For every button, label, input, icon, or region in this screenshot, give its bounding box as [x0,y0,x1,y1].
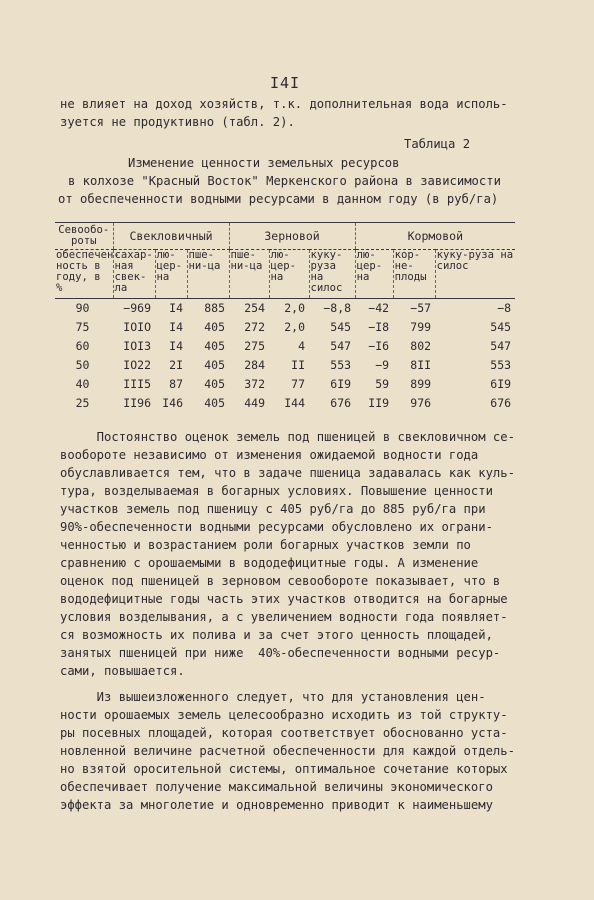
table-cell: II9 [368,396,390,410]
table-cell: III5 [123,377,151,391]
table-cell: IOI3 [123,339,151,353]
table-cell: 405 [204,320,226,334]
table-cell: 75 [75,320,90,334]
table-cell: I4 [169,320,183,334]
table-cell: 449 [244,396,266,410]
table-title-line-2: в колхозе "Красный Восток" Меркенского района в зависимости [68,174,501,188]
text-line: ченностью и возрастанием роли богарных участков земли по [60,538,471,552]
table-cell: 6I9 [330,377,352,391]
page-number: I4I [270,74,301,92]
table-cell: −8 [497,301,512,315]
table-row [55,318,515,337]
text-line: Постоянство оценок земель под пшеницей в свекловичном се- [60,430,515,444]
text-line: обуславливается тем, что в задаче пшеница задавалась как куль- [60,466,515,480]
table-cell: 60 [75,339,90,353]
subheader-wheat: пше-ни-ца [187,250,229,299]
text-line: но взятой оросительной системы, оптимальное сочетание которых [60,762,508,776]
table-cell: II [291,358,306,372]
table-cell: 885 [204,301,226,315]
text-line: вообороте независимо от изменения ожидаемой водности года [60,448,479,462]
table-cell: −9 [375,358,390,372]
subheader-alfalfa: лю-цер-на [155,250,187,299]
table-cell: −969 [123,301,151,315]
subheader-alfalfa: лю-цер-на [269,250,309,299]
text-line: сами, повышается. [60,664,185,678]
table-cell: 40 [75,377,90,391]
table-label: Таблица 2 [404,137,471,151]
table-cell: I4 [169,301,183,315]
header-beet-rotation: Свекловичный [113,223,229,250]
table-cell: 799 [410,320,432,334]
table-cell: −57 [410,301,432,315]
data-table [55,222,515,413]
table-cell: 553 [330,358,352,372]
table-cell: 547 [490,339,512,353]
table-cell: IOIO [123,320,151,334]
table-title-line-3: от обеспеченности водными ресурсами в данном году (в руб/га) [58,192,499,206]
table-cell: 547 [330,339,352,353]
table-cell: 676 [330,396,352,410]
text-line: 90%-обеспеченности водными ресурсами обусловлено их ограни- [60,520,493,534]
paragraph-1 [60,428,520,680]
table-cell: IO22 [123,358,151,372]
intro-line-2: зуется не продуктивно (табл. 2). [60,115,295,129]
intro-line-1: не влияет на доход хозяйств, т.к. дополнительная вода исполь- [60,97,508,111]
table-title-line-1: Изменение ценности земельных ресурсов [128,156,400,170]
table-cell: 50 [75,358,90,372]
header-grain-rotation: Зерновой [229,223,355,250]
table-cell: 405 [204,377,226,391]
text-line: сравнению с орошаемыми в вододефицитные годы. А изменение [60,556,479,570]
table-cell: 553 [490,358,512,372]
table-cell: 405 [204,396,226,410]
table-row [55,356,515,375]
table-cell: 802 [410,339,432,353]
subheader-supply: обеспечен-ность в году, в % [55,250,113,299]
table-cell: 372 [244,377,266,391]
table-cell: I44 [284,396,306,410]
table-cell: 90 [75,301,90,315]
table-row [55,337,515,356]
table-cell: I4 [169,339,183,353]
table-cell: 25 [75,396,90,410]
text-line: оценок под пшеницей в зерновом севообороте показывает, что в [60,574,501,588]
table-cell: −8,8 [323,301,352,315]
text-line: ности орошаемых земель целесообразно исходить из той структу- [60,708,508,722]
subheader-root-crops: кор-не-плоды [393,250,435,299]
text-line: занятых пшеницей при ниже 40%-обеспеченности водными ресур- [60,646,501,660]
table-cell: 2,0 [284,301,306,315]
table-cell: 405 [204,358,226,372]
table-cell: 976 [410,396,432,410]
table-cell: I46 [162,396,183,410]
table-cell: 284 [244,358,266,372]
table-cell: −I6 [368,339,390,353]
text-line: новленной величине расчетной обеспеченности для каждой отдель- [60,744,515,758]
table-cell: 272 [244,320,266,334]
table-cell: 405 [204,339,226,353]
table-cell: 2I [169,358,183,372]
subheader-sugar-beet: сахар-ная свек-ла [113,250,155,299]
paragraph-2 [60,688,520,814]
table-cell: 899 [410,377,432,391]
table-cell: 87 [169,377,183,391]
table-cell: 254 [244,301,266,315]
table-row [55,375,515,394]
text-line: условия возделывания, а с увеличением водности года появляет- [60,610,508,624]
subheader-corn-silage: куку-руза на силос [435,250,515,299]
table-cell: 545 [330,320,352,334]
table-cell: 275 [244,339,266,353]
header-crop-rotation: Севообо-роты [55,223,113,250]
table-cell: 676 [490,396,512,410]
table-cell: 2,0 [284,320,306,334]
subheader-wheat: пше-ни-ца [229,250,269,299]
text-line: Из вышеизложенного следует, что для установления цен- [60,690,486,704]
subheader-alfalfa: лю-цер-на [355,250,393,299]
table-cell: 59 [375,377,390,391]
text-line: ры посевных площадей, которая соответствует обоснованно уста- [60,726,508,740]
table-cell: 545 [490,320,512,334]
text-line: вододефицитные годы часть этих участков отводится на богарные [60,592,508,606]
text-line: тура, возделываемая в богарных условиях. Повышение ценности [60,484,493,498]
table-cell: 6I9 [490,377,512,391]
text-line: эффекта за многолетие и одновременно приводит к наименьшему [60,798,493,812]
table-cell: −42 [368,301,390,315]
table-cell: II96 [123,396,151,410]
table-cell: 77 [291,377,306,391]
table-cell: −I8 [368,320,390,334]
table-cell: 4 [298,339,306,353]
subheader-corn-silage: куку-руза на силос [309,250,355,299]
table-row [55,394,515,413]
text-line: обеспечивает получение максимальной величины экономического [60,780,493,794]
table-row [55,299,515,319]
header-fodder-rotation: Кормовой [355,223,515,250]
text-line: участков земель под пшеницу с 405 руб/га до 885 руб/га при [60,502,486,516]
table-cell: 8II [410,358,432,372]
text-line: ся возможность их полива и за счет этого ценность площадей, [60,628,493,642]
